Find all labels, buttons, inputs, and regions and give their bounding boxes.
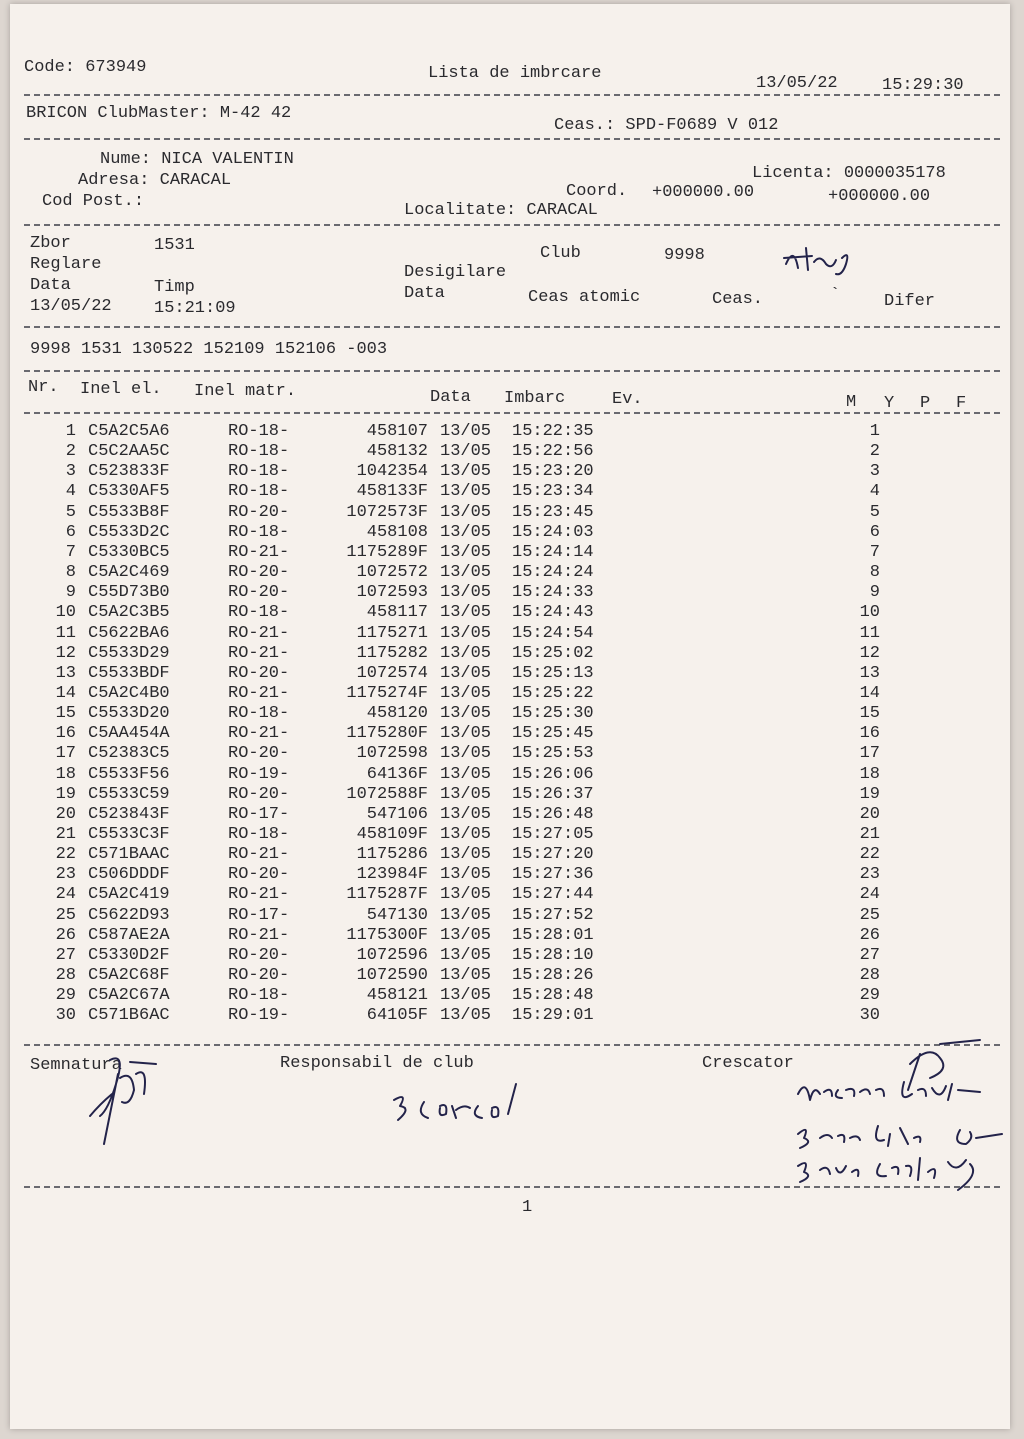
col-header-inel-matr: Inel matr. <box>194 382 297 401</box>
row-m: 13 <box>859 663 880 683</box>
semnatura-signature <box>70 1044 210 1164</box>
responsabil-label: Responsabil de club <box>280 1054 474 1073</box>
tick-mark: ` <box>830 286 841 305</box>
row-m: 6 <box>869 522 880 542</box>
row-ring-number: 1072572 <box>356 563 428 583</box>
row-ring-number: 1072588F <box>346 784 428 804</box>
initials-signature <box>780 240 870 280</box>
row-inel-matr: RO-19- <box>228 1006 290 1026</box>
row-date: 13/05 <box>440 764 492 784</box>
table-row <box>10 765 1010 785</box>
row-date: 13/05 <box>440 945 492 965</box>
row-ring-number: 458109F <box>356 825 428 844</box>
row-inel-el: C5A2C419 <box>88 885 170 905</box>
row-m: 11 <box>859 623 880 643</box>
row-inel-el: C523843F <box>88 804 170 824</box>
row-inel-matr: RO-18- <box>228 462 290 482</box>
fancier-address: Adresa: CARACAL <box>78 171 232 190</box>
row-imbarc-time: 15:25:30 <box>512 704 594 724</box>
row-m: 7 <box>869 542 880 562</box>
col-header-p: P <box>920 394 931 413</box>
row-inel-el: C587AE2A <box>88 925 170 945</box>
row-nr: 26 <box>55 925 76 945</box>
table-row <box>10 603 1010 623</box>
divider <box>24 224 1000 226</box>
row-date: 13/05 <box>440 925 492 945</box>
row-inel-matr: RO-18- <box>228 704 290 724</box>
col-header-ev: Ev. <box>612 390 643 409</box>
fancier-license: Licenta: 0000035178 <box>752 164 946 183</box>
row-nr: 5 <box>65 502 76 522</box>
table-row <box>10 563 1010 583</box>
row-inel-matr: RO-17- <box>228 905 290 925</box>
row-inel-matr: RO-21- <box>228 683 290 703</box>
row-ring-number: 1175274F <box>346 683 428 703</box>
row-ring-number: 458107 <box>366 422 428 441</box>
row-nr: 13 <box>55 663 76 683</box>
row-nr: 10 <box>55 603 76 623</box>
row-ring-number: 1072590 <box>356 966 428 986</box>
row-inel-matr: RO-18- <box>228 482 290 502</box>
row-imbarc-time: 15:27:05 <box>512 825 594 844</box>
row-inel-matr: RO-21- <box>228 623 290 643</box>
row-inel-matr: RO-21- <box>228 724 290 744</box>
row-inel-matr: RO-18- <box>228 422 290 441</box>
row-inel-el: C55D73B0 <box>88 583 170 603</box>
table-row <box>10 543 1010 563</box>
divider <box>24 1186 1000 1188</box>
row-nr: 30 <box>55 1006 76 1026</box>
table-row <box>10 462 1010 482</box>
row-inel-matr: RO-20- <box>228 784 290 804</box>
row-ring-number: 458121 <box>366 986 428 1006</box>
crescator-signatures <box>780 1034 1010 1204</box>
document-title: Lista de imbrcare <box>428 64 602 83</box>
print-date: 13/05/22 <box>756 74 838 93</box>
table-row <box>10 986 1010 1006</box>
row-inel-matr: RO-20- <box>228 563 290 583</box>
col-header-nr: Nr. <box>28 378 59 397</box>
col-header-y: Y <box>884 394 895 413</box>
divider <box>24 370 1000 372</box>
col-header-f: F <box>956 394 967 413</box>
row-imbarc-time: 15:26:06 <box>512 764 594 784</box>
row-inel-matr: RO-21- <box>228 885 290 905</box>
row-inel-matr: RO-21- <box>228 542 290 562</box>
row-date: 13/05 <box>440 623 492 643</box>
coord-y: +000000.00 <box>828 187 931 206</box>
row-date: 13/05 <box>440 563 492 583</box>
crescator-label: Crescator <box>702 1054 794 1073</box>
row-inel-matr: RO-20- <box>228 744 290 764</box>
row-nr: 2 <box>65 442 76 462</box>
row-inel-el: C5A2C469 <box>88 563 170 583</box>
table-row <box>10 906 1010 926</box>
row-inel-matr: RO-21- <box>228 643 290 663</box>
row-inel-el: C5533D29 <box>88 643 170 663</box>
fancier-locality: Localitate: CARACAL <box>404 201 598 220</box>
row-m: 12 <box>859 643 880 663</box>
row-m: 27 <box>859 945 880 965</box>
table-row <box>10 825 1010 845</box>
divider <box>24 326 1000 328</box>
row-imbarc-time: 15:24:33 <box>512 583 594 603</box>
semnatura-label: Semnatura <box>30 1056 122 1075</box>
clock-label: Ceas.: SPD-F0689 V 012 <box>554 116 779 135</box>
row-nr: 25 <box>55 905 76 925</box>
row-nr: 15 <box>55 704 76 724</box>
row-m: 14 <box>859 683 880 703</box>
row-ring-number: 1072598 <box>356 744 428 764</box>
code-label: Code: 673949 <box>24 58 147 77</box>
desigilare-data-label: Data <box>404 284 445 303</box>
print-time: 15:29:30 <box>882 76 964 95</box>
divider <box>24 94 1000 96</box>
reglare-time: 15:21:09 <box>154 299 236 318</box>
row-nr: 17 <box>55 744 76 764</box>
row-nr: 27 <box>55 945 76 965</box>
row-inel-el: C5533D20 <box>88 704 170 724</box>
row-ring-number: 1175282 <box>356 643 428 663</box>
row-inel-matr: RO-18- <box>228 825 290 844</box>
row-inel-el: C5533C59 <box>88 784 170 804</box>
row-ring-number: 123984F <box>356 865 428 885</box>
row-nr: 29 <box>55 986 76 1006</box>
row-imbarc-time: 15:25:45 <box>512 724 594 744</box>
table-row <box>10 724 1010 744</box>
row-inel-matr: RO-20- <box>228 663 290 683</box>
row-m: 19 <box>859 784 880 804</box>
row-inel-el: C571B6AC <box>88 1006 170 1026</box>
software-label: BRICON ClubMaster: M-42 42 <box>26 104 292 123</box>
row-nr: 21 <box>55 825 76 844</box>
row-date: 13/05 <box>440 865 492 885</box>
row-ring-number: 1175280F <box>346 724 428 744</box>
row-nr: 6 <box>65 522 76 542</box>
row-date: 13/05 <box>440 784 492 804</box>
row-m: 1 <box>869 422 880 441</box>
row-imbarc-time: 15:23:45 <box>512 502 594 522</box>
row-nr: 8 <box>65 563 76 583</box>
row-inel-matr: RO-18- <box>228 603 290 623</box>
row-inel-el: C52383C5 <box>88 744 170 764</box>
row-nr: 11 <box>55 623 76 643</box>
row-date: 13/05 <box>440 845 492 865</box>
row-ring-number: 458132 <box>366 442 428 462</box>
row-inel-el: C5533B8F <box>88 502 170 522</box>
row-ring-number: 547106 <box>366 804 428 824</box>
table-row <box>10 744 1010 764</box>
row-nr: 9 <box>65 583 76 603</box>
row-m: 21 <box>859 825 880 844</box>
table-row <box>10 523 1010 543</box>
row-ring-number: 458108 <box>366 522 428 542</box>
row-date: 13/05 <box>440 663 492 683</box>
row-imbarc-time: 15:27:36 <box>512 865 594 885</box>
row-inel-el: C5A2C3B5 <box>88 603 170 623</box>
row-imbarc-time: 15:23:20 <box>512 462 594 482</box>
row-inel-el: C5A2C4B0 <box>88 683 170 703</box>
row-m: 15 <box>859 704 880 724</box>
row-inel-el: C5A2C68F <box>88 966 170 986</box>
desigilare-label: Desigilare <box>404 263 507 282</box>
row-date: 13/05 <box>440 603 492 623</box>
ceas-atomic-label: Ceas atomic <box>528 288 641 307</box>
row-m: 10 <box>859 603 880 623</box>
row-ring-number: 1042354 <box>356 462 428 482</box>
reglare-label: Reglare <box>30 255 102 274</box>
row-imbarc-time: 15:28:48 <box>512 986 594 1006</box>
row-nr: 14 <box>55 683 76 703</box>
row-imbarc-time: 15:29:01 <box>512 1006 594 1026</box>
table-row <box>10 1006 1010 1026</box>
flight-code-line: 9998 1531 130522 152109 152106 -003 <box>30 340 388 359</box>
row-date: 13/05 <box>440 583 492 603</box>
row-inel-matr: RO-18- <box>228 522 290 542</box>
row-imbarc-time: 15:25:22 <box>512 683 594 703</box>
row-inel-el: C5622BA6 <box>88 623 170 643</box>
row-inel-el: C5533D2C <box>88 522 170 542</box>
table-row <box>10 845 1010 865</box>
row-ring-number: 1175300F <box>346 925 428 945</box>
row-ring-number: 458133F <box>356 482 428 502</box>
reglare-timp-label: Timp <box>154 278 195 297</box>
row-imbarc-time: 15:25:13 <box>512 663 594 683</box>
row-inel-matr: RO-18- <box>228 986 290 1006</box>
row-imbarc-time: 15:24:24 <box>512 563 594 583</box>
row-imbarc-time: 15:27:52 <box>512 905 594 925</box>
row-inel-el: C5622D93 <box>88 905 170 925</box>
row-date: 13/05 <box>440 724 492 744</box>
row-nr: 16 <box>55 724 76 744</box>
table-row <box>10 684 1010 704</box>
row-ring-number: 458120 <box>366 704 428 724</box>
reglare-date: 13/05/22 <box>30 297 112 316</box>
row-date: 13/05 <box>440 502 492 522</box>
row-date: 13/05 <box>440 442 492 462</box>
row-inel-matr: RO-21- <box>228 845 290 865</box>
row-inel-matr: RO-20- <box>228 945 290 965</box>
row-m: 28 <box>859 966 880 986</box>
row-imbarc-time: 15:24:43 <box>512 603 594 623</box>
row-inel-el: C5533F56 <box>88 764 170 784</box>
row-inel-el: C5A2C5A6 <box>88 422 170 441</box>
row-ring-number: 1175289F <box>346 542 428 562</box>
row-imbarc-time: 15:28:10 <box>512 945 594 965</box>
row-inel-el: C5C2AA5C <box>88 442 170 462</box>
table-row <box>10 503 1010 523</box>
row-date: 13/05 <box>440 825 492 844</box>
row-date: 13/05 <box>440 986 492 1006</box>
row-imbarc-time: 15:25:53 <box>512 744 594 764</box>
row-date: 13/05 <box>440 482 492 502</box>
row-ring-number: 547130 <box>366 905 428 925</box>
table-row <box>10 865 1010 885</box>
row-date: 13/05 <box>440 885 492 905</box>
club-value: 9998 <box>664 246 705 265</box>
row-inel-matr: RO-20- <box>228 865 290 885</box>
row-m: 30 <box>859 1006 880 1026</box>
row-date: 13/05 <box>440 1006 492 1026</box>
row-imbarc-time: 15:24:14 <box>512 542 594 562</box>
table-row <box>10 785 1010 805</box>
row-imbarc-time: 15:26:48 <box>512 804 594 824</box>
table-row <box>10 442 1010 462</box>
row-nr: 3 <box>65 462 76 482</box>
row-m: 23 <box>859 865 880 885</box>
col-header-imbarc: Imbarc <box>504 389 566 408</box>
row-m: 3 <box>869 462 880 482</box>
row-m: 16 <box>859 724 880 744</box>
row-imbarc-time: 15:22:56 <box>512 442 594 462</box>
zbor-value: 1531 <box>154 236 195 255</box>
row-m: 4 <box>869 482 880 502</box>
row-inel-matr: RO-17- <box>228 804 290 824</box>
row-ring-number: 1175286 <box>356 845 428 865</box>
row-ring-number: 64136F <box>366 764 428 784</box>
table-row <box>10 926 1010 946</box>
row-ring-number: 1072593 <box>356 583 428 603</box>
row-ring-number: 1175287F <box>346 885 428 905</box>
row-date: 13/05 <box>440 683 492 703</box>
row-date: 13/05 <box>440 966 492 986</box>
row-ring-number: 64105F <box>366 1006 428 1026</box>
row-inel-el: C5533C3F <box>88 825 170 844</box>
row-imbarc-time: 15:26:37 <box>512 784 594 804</box>
table-row <box>10 704 1010 724</box>
row-nr: 12 <box>55 643 76 663</box>
table-row <box>10 482 1010 502</box>
row-nr: 1 <box>65 422 76 441</box>
row-m: 9 <box>869 583 880 603</box>
row-date: 13/05 <box>440 744 492 764</box>
divider <box>24 138 1000 140</box>
row-imbarc-time: 15:25:02 <box>512 643 594 663</box>
row-inel-matr: RO-21- <box>228 925 290 945</box>
zbor-label: Zbor <box>30 234 71 253</box>
col-header-inel-el: Inel el. <box>80 380 162 399</box>
row-nr: 28 <box>55 966 76 986</box>
row-inel-el: C571BAAC <box>88 845 170 865</box>
row-inel-el: C506DDDF <box>88 865 170 885</box>
row-inel-matr: RO-18- <box>228 442 290 462</box>
row-nr: 24 <box>55 885 76 905</box>
row-m: 18 <box>859 764 880 784</box>
table-row <box>10 664 1010 684</box>
row-nr: 22 <box>55 845 76 865</box>
ceas-label: Ceas. <box>712 290 764 309</box>
row-inel-el: C5AA454A <box>88 724 170 744</box>
row-inel-matr: RO-20- <box>228 966 290 986</box>
row-date: 13/05 <box>440 422 492 441</box>
row-imbarc-time: 15:27:44 <box>512 885 594 905</box>
row-m: 20 <box>859 804 880 824</box>
row-inel-matr: RO-19- <box>228 764 290 784</box>
row-date: 13/05 <box>440 542 492 562</box>
row-inel-el: C523833F <box>88 462 170 482</box>
row-m: 22 <box>859 845 880 865</box>
row-date: 13/05 <box>440 905 492 925</box>
club-label: Club <box>540 244 581 263</box>
row-inel-matr: RO-20- <box>228 583 290 603</box>
row-imbarc-time: 15:28:01 <box>512 925 594 945</box>
row-m: 29 <box>859 986 880 1006</box>
page-number: 1 <box>522 1198 533 1217</box>
fancier-name: Nume: NICA VALENTIN <box>100 150 294 169</box>
table-row <box>10 805 1010 825</box>
divider <box>24 412 1000 414</box>
row-imbarc-time: 15:24:54 <box>512 623 594 643</box>
document-page <box>10 4 1010 1429</box>
row-m: 8 <box>869 563 880 583</box>
row-nr: 19 <box>55 784 76 804</box>
row-m: 25 <box>859 905 880 925</box>
row-date: 13/05 <box>440 804 492 824</box>
row-inel-matr: RO-20- <box>228 502 290 522</box>
col-header-m: M <box>846 393 857 412</box>
row-imbarc-time: 15:22:35 <box>512 422 594 441</box>
row-ring-number: 1072573F <box>346 502 428 522</box>
row-m: 26 <box>859 925 880 945</box>
row-nr: 7 <box>65 542 76 562</box>
row-inel-el: C5A2C67A <box>88 986 170 1006</box>
row-imbarc-time: 15:23:34 <box>512 482 594 502</box>
col-header-data: Data <box>430 388 471 407</box>
row-m: 17 <box>859 744 880 764</box>
row-nr: 18 <box>55 764 76 784</box>
row-imbarc-time: 15:24:03 <box>512 522 594 542</box>
table-row <box>10 885 1010 905</box>
row-m: 24 <box>859 885 880 905</box>
coord-x: +000000.00 <box>652 183 755 202</box>
row-imbarc-time: 15:28:26 <box>512 966 594 986</box>
row-nr: 20 <box>55 804 76 824</box>
reglare-data-label: Data <box>30 276 71 295</box>
row-ring-number: 1072574 <box>356 663 428 683</box>
row-date: 13/05 <box>440 462 492 482</box>
table-row <box>10 624 1010 644</box>
table-row <box>10 966 1010 986</box>
row-ring-number: 458117 <box>366 603 428 623</box>
row-inel-el: C5330AF5 <box>88 482 170 502</box>
row-date: 13/05 <box>440 643 492 663</box>
row-ring-number: 1072596 <box>356 945 428 965</box>
row-nr: 23 <box>55 865 76 885</box>
table-row <box>10 946 1010 966</box>
row-date: 13/05 <box>440 522 492 542</box>
row-inel-el: C5330BC5 <box>88 542 170 562</box>
difer-label: Difer <box>884 292 936 311</box>
table-row <box>10 644 1010 664</box>
row-m: 5 <box>869 502 880 522</box>
row-inel-el: C5330D2F <box>88 945 170 965</box>
table-row <box>10 583 1010 603</box>
row-m: 2 <box>869 442 880 462</box>
row-nr: 4 <box>65 482 76 502</box>
fancier-postcode: Cod Post.: <box>42 192 145 211</box>
table-row <box>10 422 1010 442</box>
row-imbarc-time: 15:27:20 <box>512 845 594 865</box>
row-inel-el: C5533BDF <box>88 663 170 683</box>
row-date: 13/05 <box>440 704 492 724</box>
coord-label: Coord. <box>566 182 628 201</box>
row-ring-number: 1175271 <box>356 623 428 643</box>
